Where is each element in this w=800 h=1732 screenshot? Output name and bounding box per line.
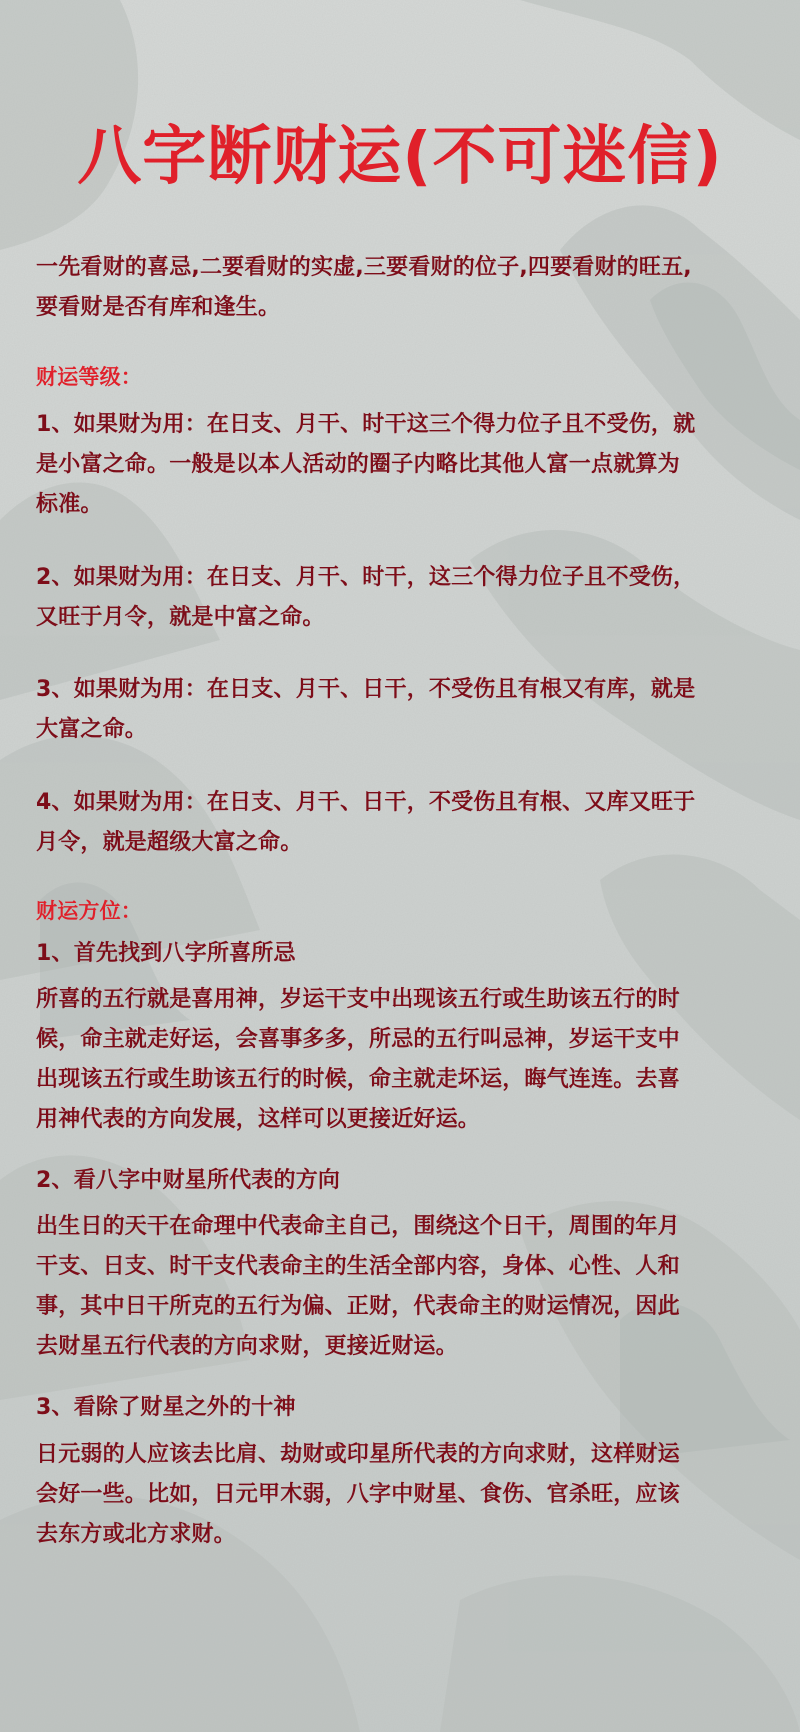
direction-item-line: 用神代表的方向发展，这样可以更接近好运。 [36,1107,481,1132]
direction-item-title: 2、看八字中财星所代表的方向 [36,1168,341,1193]
direction-item-line: 出生日的天干在命理中代表命主自己，围绕这个日干，周围的年月 [36,1214,680,1239]
level-item-line: 大富之命。 [36,717,148,742]
direction-item-line: 所喜的五行就是喜用神，岁运干支中出现该五行或生助该五行的时 [36,987,680,1012]
section-heading-directions: 财运方位： [36,899,142,923]
level-item-line: 又旺于月令，就是中富之命。 [36,605,325,630]
direction-item-line: 出现该五行或生助该五行的时候，命主就走坏运，晦气连连。去喜 [36,1067,680,1092]
direction-item-line: 候，命主就走好运，会喜事多多，所忌的五行叫忌神，岁运干支中 [36,1027,680,1052]
intro-line: 要看财是否有库和逢生。 [36,295,281,320]
direction-item-line: 干支、日支、时干支代表命主的生活全部内容，身体、心性、人和 [36,1254,680,1279]
level-item-line: 4、如果财为用：在日支、月干、日干，不受伤且有根、又库又旺于 [36,790,696,815]
level-item-line: 1、如果财为用：在日支、月干、时干这三个得力位子且不受伤，就 [36,412,696,437]
direction-item-line: 日元弱的人应该去比肩、劫财或印星所代表的方向求财，这样财运 [36,1442,680,1467]
direction-item-line: 去东方或北方求财。 [36,1522,236,1547]
section-heading-levels: 财运等级： [36,365,142,389]
level-item-line: 3、如果财为用：在日支、月干、日干，不受伤且有根又有库，就是 [36,677,696,702]
direction-item-line: 会好一些。比如，日元甲木弱，八字中财星、食伤、官杀旺，应该 [36,1482,680,1507]
direction-item-title: 1、首先找到八字所喜所忌 [36,941,296,966]
level-item-line: 2、如果财为用：在日支、月干、时干，这三个得力位子且不受伤， [36,565,696,590]
level-item-line: 标准。 [36,492,103,517]
level-item-line: 是小富之命。一般是以本人活动的圈子内略比其他人富一点就算为 [36,452,680,477]
direction-item-line: 去财星五行代表的方向求财，更接近财运。 [36,1334,458,1359]
direction-item-title: 3、看除了财星之外的十神 [36,1395,296,1420]
direction-item-line: 事，其中日干所克的五行为偏、正财，代表命主的财运情况，因此 [36,1294,680,1319]
intro-line: 一先看财的喜忌,二要看财的实虚,三要看财的位子,四要看财的旺五, [36,255,692,280]
level-item-line: 月令，就是超级大富之命。 [36,830,303,855]
page-title: 八字断财运(不可迷信) [77,120,723,194]
